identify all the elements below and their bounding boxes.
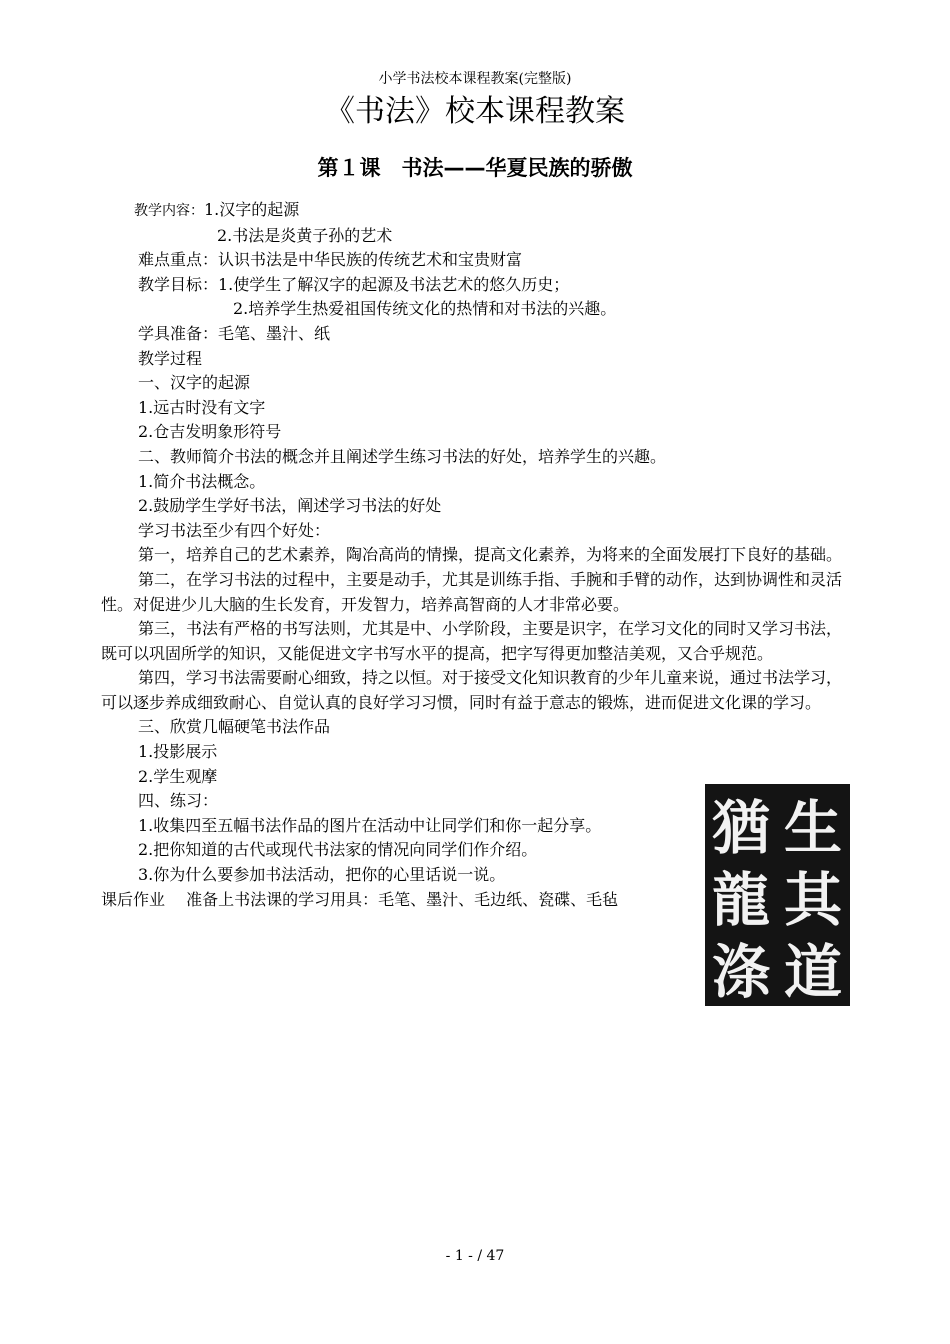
benefit-paragraph: 第一，培养自己的艺术素养，陶冶高尚的情操，提高文化素养，为将来的全面发展打下良好的基础。 [138,545,843,565]
list-item: 1.远古时没有文字 [138,397,266,417]
benefit-paragraph: 第二，在学习书法的过程中，主要是动手，尤其是训练手指、手腕和手臂的动作，达到协调性和灵活性。对促进少儿大脑的生长发育，开发智力，培养高智商的人才非常必要。 [101,569,843,614]
list-item: 2.鼓励学生学好书法，阐述学习书法的好处 [138,496,442,516]
calligraphy-char: 龍 [711,866,771,934]
benefit-paragraph: 第四，学习书法需要耐心细致，持之以恒。对于接受文化知识教育的少年儿童来说，通过书法学习，可以逐步养成细致耐心、自觉认真的良好学习习惯，同时有益于意志的锻炼，进而促进文化课的学习。 [101,668,843,712]
page-title: 《书法》校本课程教案 [325,94,625,129]
list-item: 1.投影展示 [138,742,218,762]
calligraphy-char: 猶 [711,794,771,862]
teaching-content-item: 1.汉字的起源 [204,200,300,219]
process-heading: 教学过程 [138,348,203,368]
benefits-intro: 学习书法至少有四个好处： [138,520,331,540]
section-heading: 三、欣赏几幅硬笔书法作品 [138,717,331,737]
list-item: 2.把你知道的古代或现代书法家的情况向同学们作介绍。 [138,840,538,860]
calligraphy-char: 涤 [711,938,771,1006]
objectives-line: 2.培养学生热爱祖国传统文化的热情和对书法的兴趣。 [233,299,617,319]
section-heading: 一、汉字的起源 [138,373,251,393]
teaching-content-label: 教学内容： [134,203,204,219]
calligraphy-char: 道 [783,938,843,1006]
running-header: 小学书法校本课程教案(完整版) [378,71,572,87]
calligraphy-char: 生 [783,794,843,862]
benefit-paragraph: 第三，书法有严格的书写法则，尤其是中、小学阶段，主要是识字，在学习文化的同时又学习书法，既可以巩固所学的知识，又能促进文字书写水平的提高，把字写得更加整洁美观，又合乎规范。 [101,619,843,663]
homework: 课后作业 准备上书法课的学习用具：毛笔、墨汁、毛边纸、瓷碟、毛毡 [101,889,619,909]
page-number: - 1 - / 47 [445,1248,505,1264]
materials: 学具准备：毛笔、墨汁、纸 [138,323,331,343]
lesson-title: 第１课 书法——华夏民族的骄傲 [317,156,633,180]
list-item: 1.收集四至五幅书法作品的图片在活动中让同学们和你一起分享。 [138,815,602,835]
list-item: 2.仓吉发明象形符号 [138,422,282,442]
key-points: 难点重点：认识书法是中华民族的传统艺术和宝贵财富 [138,250,523,270]
calligraphy-rubbing-image [705,784,850,1006]
objectives-line: 教学目标：1.使学生了解汉字的起源及书法艺术的悠久历史； [138,274,570,294]
list-item: 1.简介书法概念。 [138,471,266,491]
section-heading: 二、教师简介书法的概念并且阐述学生练习书法的好处，培养学生的兴趣。 [138,446,667,466]
teaching-content-line [101,198,851,224]
calligraphy-char: 其 [783,866,843,934]
section-heading: 四、练习： [138,791,219,811]
list-item: 2.学生观摩 [138,766,218,786]
teaching-content-item: 2.书法是炎黄子孙的艺术 [217,225,393,245]
list-item: 3.你为什么要参加书法活动，把你的心里话说一说。 [138,865,506,885]
